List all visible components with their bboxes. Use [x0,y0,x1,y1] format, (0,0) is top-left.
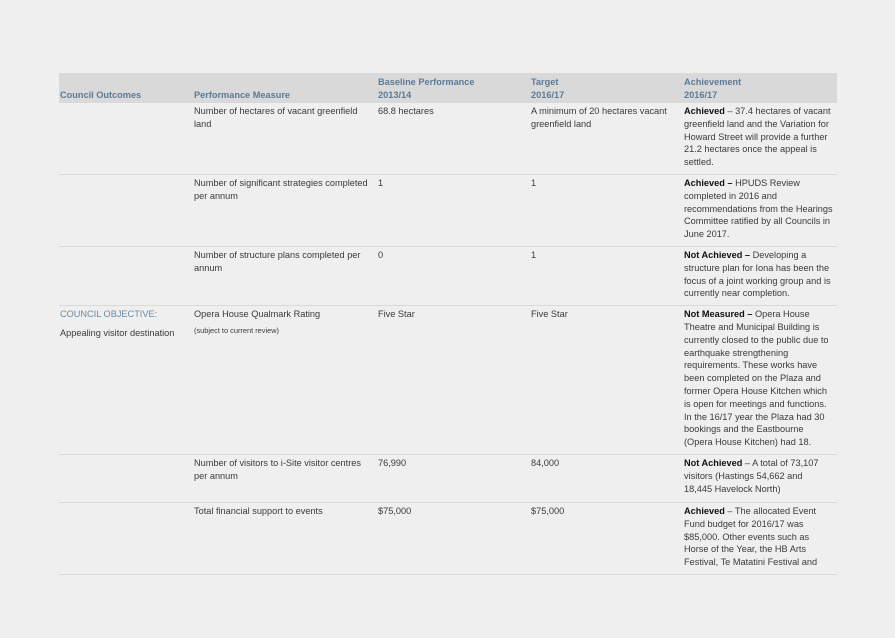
target-cell: 84,000 [530,454,683,502]
achievement-cell: Not Achieved – A total of 73,107 visitors (Hastings 54,662 and 18,445 Havelock North) [683,454,837,502]
header-baseline: Baseline Performance 2013/14 [377,73,530,103]
baseline-cell: Five Star [377,306,530,455]
outcome-cell [59,306,193,455]
outcome-cell [59,103,193,174]
table-row [59,103,837,174]
target-cell: 1 [530,174,683,246]
table-header [59,73,837,103]
table-row [59,246,837,305]
status-label: Not Achieved [684,457,743,468]
target-cell: $75,000 [530,502,683,574]
status-label: Achieved [684,106,725,116]
baseline-cell: 0 [377,246,530,305]
baseline-cell: 76,990 [377,454,530,502]
status-label: Achieved – [684,177,733,188]
measure-note: (subject to current review) [194,325,280,335]
council-objective-name: Appealing visitor destination [60,327,175,338]
achievement-cell: Achieved – HPUDS Review completed in 2016 and recommendations from the Hearings Committee ratified by all Councils in June 2017. [683,174,837,246]
performance-table [59,73,837,575]
table-row [59,502,837,574]
measure-cell: Opera House Qualmark Rating (subject to current review) [193,306,377,455]
outcome-cell [59,502,193,574]
measure-cell: Number of hectares of vacant greenfield land [193,103,377,174]
outcome-cell [59,454,193,502]
baseline-cell: $75,000 [377,502,530,574]
measure-cell: Number of structure plans completed per annum [193,246,377,305]
measure-cell: Number of visitors to i-Site visitor centres per annum [193,454,377,502]
outcome-cell [59,174,193,246]
header-achievement: Achievement 2016/17 [683,73,837,103]
status-label: Achieved [684,505,725,516]
table-row [59,454,837,502]
achievement-cell: Not Measured – Opera House Theatre and Municipal Building is currently closed to the public due to earthquake strengthening requirements. These works have been completed on the Plaza and former Opera House Kitchen which is open for meetings and functions. In the 16/17 year the Plaza had 30 bookings and the Eastbourne (Opera House Kitchen) had 18. [683,306,837,455]
target-cell: 1 [530,246,683,305]
achievement-cell: Not Achieved – Developing a structure plan for Iona has been the focus of a joint working group and is currently near completion. [683,246,837,305]
measure-cell: Number of significant strategies completed per annum [193,174,377,246]
table-row [59,174,837,246]
council-objective-label: COUNCIL OBJECTIVE: [60,309,158,320]
baseline-cell: 1 [377,174,530,246]
header-council-outcomes: Council Outcomes [59,73,193,103]
target-cell: Five Star [530,306,683,455]
status-label: Not Measured – [684,309,753,320]
target-cell: A minimum of 20 hectares vacant greenfield land [530,103,683,174]
achievement-cell: Achieved – The allocated Event Fund budget for 2016/17 was $85,000. Other events such as Horse of the Year, the HB Arts Festival, Te Matatini Festival and [683,502,837,574]
measure-cell: Total financial support to events [193,502,377,574]
outcome-cell [59,246,193,305]
status-label: Not Achieved – [684,249,751,260]
table-row [59,306,837,455]
baseline-cell: 68.8 hectares [377,103,530,174]
achievement-cell: Achieved – 37.4 hectares of vacant greenfield land and the Variation for Howard Street will provide a further 21.2 hectares once the appeal is settled. [683,103,837,174]
header-performance-measure: Performance Measure [193,73,377,103]
header-target: Target 2016/17 [530,73,683,103]
